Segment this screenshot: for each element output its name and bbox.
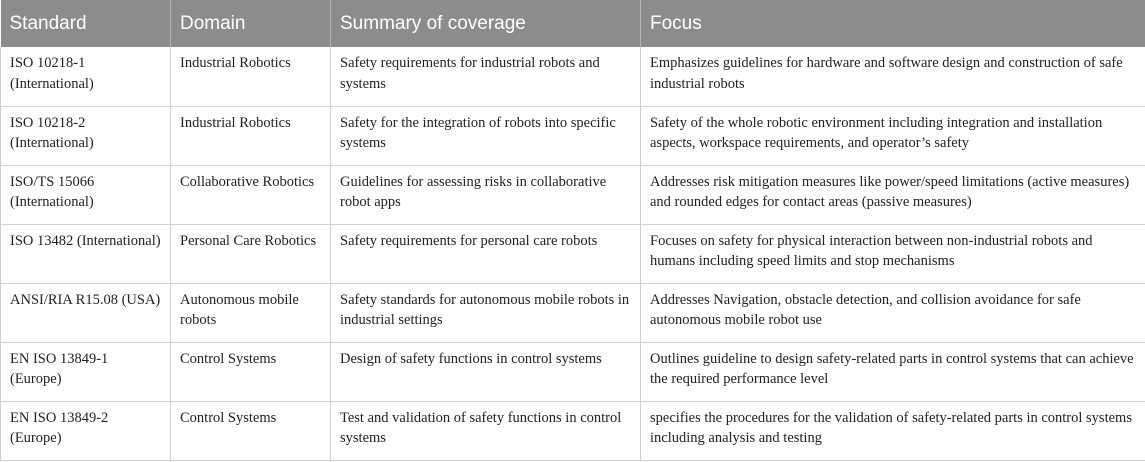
cell-standard: EN ISO 13849-2 (Europe) <box>1 401 171 460</box>
cell-domain: Control Systems <box>171 342 331 401</box>
header-focus: Focus <box>641 0 1145 47</box>
table-row <box>1 224 1145 283</box>
header-row <box>1 0 1145 47</box>
cell-summary: Safety standards for autonomous mobile robots in industrial settings <box>331 283 641 342</box>
cell-domain: Autonomous mobile robots <box>171 283 331 342</box>
table-body <box>1 47 1145 460</box>
header-summary: Summary of coverage <box>331 0 641 47</box>
cell-focus: specifies the procedures for the validation of safety-related parts in control systems including analysis and testing <box>641 401 1145 460</box>
cell-summary: Guidelines for assessing risks in collaborative robot apps <box>331 165 641 224</box>
table-row <box>1 342 1145 401</box>
table-row <box>1 401 1145 460</box>
cell-standard: ANSI/RIA R15.08 (USA) <box>1 283 171 342</box>
cell-focus: Outlines guideline to design safety-related parts in control systems that can achieve the required performance level <box>641 342 1145 401</box>
cell-summary: Design of safety functions in control systems <box>331 342 641 401</box>
cell-focus: Safety of the whole robotic environment including integration and installation aspects, workspace requirements, and operator’s safety <box>641 106 1145 165</box>
cell-standard: ISO 10218-2 (International) <box>1 106 171 165</box>
cell-summary: Safety requirements for industrial robots and systems <box>331 47 641 106</box>
cell-focus: Addresses Navigation, obstacle detection, and collision avoidance for safe autonomous mobile robot use <box>641 283 1145 342</box>
cell-standard: ISO 10218-1 (International) <box>1 47 171 106</box>
header-standard: Standard <box>1 0 171 47</box>
cell-domain: Industrial Robotics <box>171 106 331 165</box>
table-header <box>1 0 1145 47</box>
table-row <box>1 283 1145 342</box>
header-domain: Domain <box>171 0 331 47</box>
cell-domain: Control Systems <box>171 401 331 460</box>
cell-domain: Personal Care Robotics <box>171 224 331 283</box>
cell-summary: Safety for the integration of robots into specific systems <box>331 106 641 165</box>
cell-focus: Focuses on safety for physical interaction between non-industrial robots and humans including speed limits and stop mechanisms <box>641 224 1145 283</box>
cell-summary: Test and validation of safety functions in control systems <box>331 401 641 460</box>
cell-standard: ISO 13482 (International) <box>1 224 171 283</box>
cell-standard: ISO/TS 15066 (International) <box>1 165 171 224</box>
cell-focus: Emphasizes guidelines for hardware and software design and construction of safe industrial robots <box>641 47 1145 106</box>
table-row <box>1 106 1145 165</box>
cell-summary: Safety requirements for personal care robots <box>331 224 641 283</box>
cell-domain: Industrial Robotics <box>171 47 331 106</box>
table-row <box>1 47 1145 106</box>
cell-domain: Collaborative Robotics <box>171 165 331 224</box>
cell-focus: Addresses risk mitigation measures like power/speed limitations (active measures) and rounded edges for contact areas (passive measures) <box>641 165 1145 224</box>
cell-standard: EN ISO 13849-1 (Europe) <box>1 342 171 401</box>
table-row <box>1 165 1145 224</box>
